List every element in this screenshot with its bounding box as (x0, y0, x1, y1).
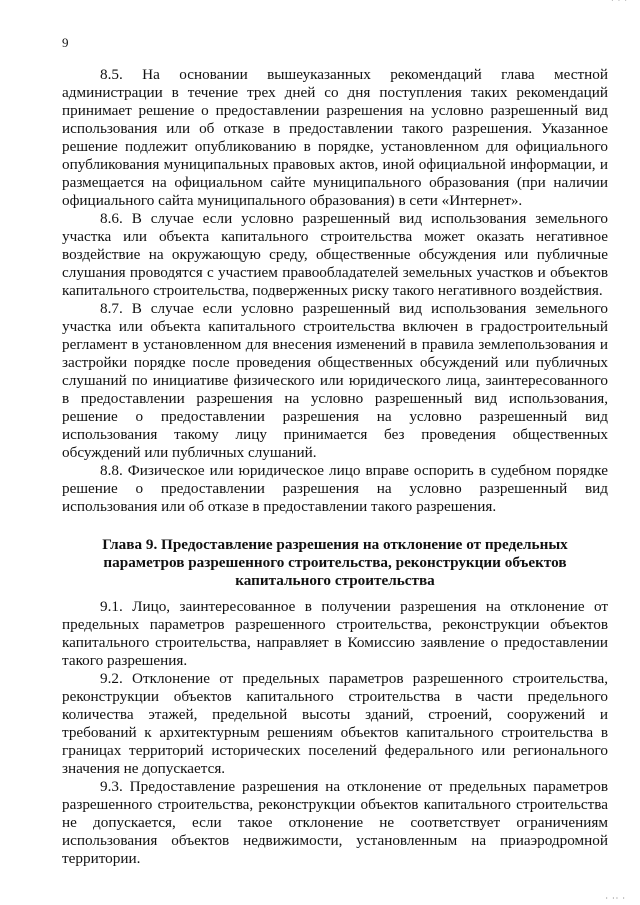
paragraph-8-8: 8.8. Физическое или юридическое лицо вправе оспорить в судебном порядке решение о предоставлении разрешения на условно разрешенный вид использования или об отказе в предоставлении такого разрешения. (62, 462, 608, 515)
paragraph-8-5: 8.5. На основании вышеуказанных рекомендаций глава местной администрации в течение трех дней со дня поступления таких рекомендаций принимает решение о предоставлении разрешения на условно разрешенный вид использования или об отказе в предоставлении такого разрешения. Указанное решение подлежит опубликованию в порядке, установленном для официального опубликования муниципальных правовых актов, иной официальной информации, и размещается на официальном сайте муниципального образования (при наличии официального сайта муниципального образования) в сети «Интернет». (62, 66, 608, 209)
paragraph-9-3: 9.3. Предоставление разрешения на отклонение от предельных параметров разрешенного строительства, реконструкции объектов капитального строительства не допускается, если такое отклонение не соответствует ограничениям использования объектов недвижимости, установленным на приаэродромной территории. (62, 778, 608, 867)
scan-mark-top: · · · (611, 0, 628, 5)
document-body (62, 66, 608, 868)
paragraph-8-6: 8.6. В случае если условно разрешенный вид использования земельного участка или объекта капитального строительства может оказать негативное воздействие на окружающую среду, общественные обсуждения или публичные слушания проводятся с участием правообладателей земельных участков и объектов капитального строительства, подверженных риску такого негативного воздействия. (62, 210, 608, 299)
chapter-title: Глава 9. Предоставление разрешения на отклонение от предельных параметров разрешенного строительства, реконструкции объектов капитального строительства (102, 536, 568, 589)
paragraph-9-1: 9.1. Лицо, заинтересованное в получении разрешения на отклонение от предельных параметров разрешенного строительства, реконструкции объектов капитального строительства, направляет в Комиссию заявление о предоставлении такого разрешения. (62, 598, 608, 669)
page-number: 9 (62, 35, 69, 50)
paragraph-9-2: 9.2. Отклонение от предельных параметров разрешенного строительства, реконструкции объектов капитального строительства в части предельного количества этажей, предельной высоты зданий, строений, сооружений и требований к архитектурным решениям объектов капитального строительства в границах территорий исторических поселений федерального или регионального значения не допускается. (62, 670, 608, 777)
scan-mark-bottom: · ·· · (605, 894, 626, 903)
paragraph-8-7: 8.7. В случае если условно разрешенный вид использования земельного участка или объекта капитального строительства включен в градостроительный регламент в установленном для внесения изменений в правила землепользования и застройки порядке после проведения общественных обсуждений или публичных слушаний по инициативе физического или юридического лица, заинтересованного в предоставлении разрешения на условно разрешенный вид использования, решение о предоставлении разрешения на условно разрешенный вид использования такому лицу принимается без проведения общественных обсуждений или публичных слушаний. (62, 300, 608, 461)
